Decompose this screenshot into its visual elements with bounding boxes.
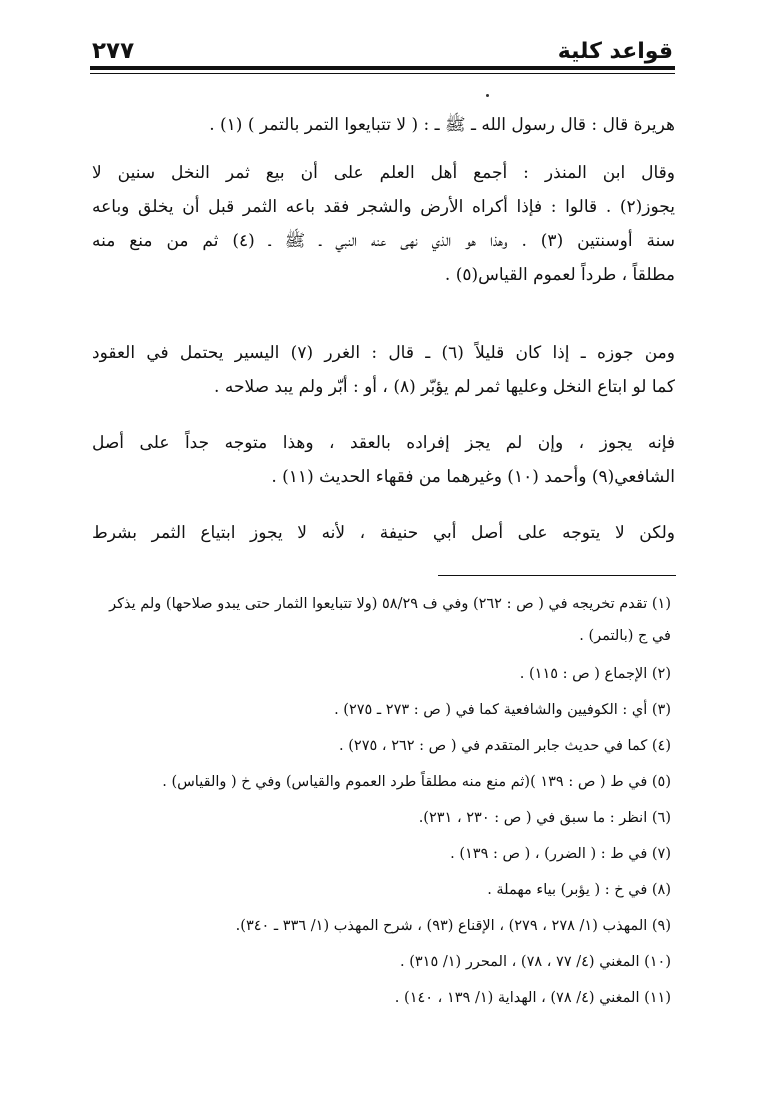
page-number: ٢٧٧	[92, 38, 135, 64]
footnote-10: (١٠) المغني (٤/ ٧٧ ، ٧٨) ، المحرر (١/ ٣١٥) .	[399, 954, 671, 970]
text-line: سنة أوسنتين (٣) . وهذا هو الذي نهى عنه النبي ـ ﷺ ـ (٤) ثم من منع منه	[92, 231, 676, 251]
text-line: كما لو ابتاع النخل وعليها ثمر لم يؤبّر (٨) ، أو : أبّر ولم يبد صلاحه .	[214, 377, 675, 397]
paragraph-4	[92, 426, 675, 516]
text-line: فإنه يجوز ، وإن لم يجز إفراده بالعقد ، وهذا متوجه جداً على أصل	[92, 433, 675, 453]
footnote-3: (٣) أي : الكوفيين والشافعية كما في ( ص : ٢٧٣ ـ ٢٧٥) .	[334, 702, 671, 718]
footnote-1: (١) تقدم تخريجه في ( ص : ٢٦٢) وفي ف ٥٨/٢٩ (ولا تتبايعوا الثمار حتى يبدو صلاحها) ولم يذكر في ج (بالتمر) .	[109, 596, 671, 644]
paragraph-3	[92, 336, 675, 426]
footnote-4: (٤) كما في حديث جابر المتقدم في ( ص : ٢٦٢ ، ٢٧٥) .	[339, 738, 671, 754]
text-line: هريرة قال : قال رسول الله ـ ﷺ ـ : ( لا تتبايعوا التمر بالتمر ) (١) .	[209, 115, 675, 135]
main-text	[92, 108, 675, 556]
footnote-11: (١١) المغني (٤/ ٧٨) ، الهداية (١/ ١٣٩ ، ١٤٠) .	[394, 990, 671, 1006]
footnote-8: (٨) في خ : ( يؤبر) بياء مهملة .	[487, 882, 671, 898]
footnote-9: (٩) المهذب (١/ ٢٧٨ ، ٢٧٩) ، الإقناع (٩٣) ، شرح المهذب (١/ ٣٣٦ ـ ٣٤٠).	[235, 918, 671, 934]
header-rule-thin	[90, 73, 675, 74]
footnote-separator	[438, 575, 676, 576]
paragraph-5	[92, 516, 675, 556]
footnote-6: (٦) انظر : ما سبق في ( ص : ٢٣٠ ، ٢٣١).	[418, 810, 671, 826]
text-line: ومن جوزه ـ إذا كان قليلاً (٦) ـ قال : الغرر (٧) اليسير يحتمل في العقود	[92, 343, 675, 363]
footnote-5: (٥) في ط ( ص : ١٣٩ )(ثم منع منه مطلقاً طرد العموم والقياس) وفي خ ( والقياس) .	[162, 774, 671, 790]
footnote-7: (٧) في ط : ( الضرر) ، ( ص : ١٣٩) .	[450, 846, 671, 862]
footnotes	[86, 588, 671, 1016]
running-title: قواعد كلية	[557, 39, 673, 64]
header-rule-thick	[90, 66, 675, 70]
text-line: ولكن لا يتوجه على أصل أبي حنيفة ، لأنه لا يجوز ابتياع الثمر بشرط	[92, 523, 675, 543]
paragraph-2	[92, 156, 675, 336]
page-header	[92, 34, 673, 64]
page-dot	[486, 94, 489, 97]
text-line: الشافعي(٩) وأحمد (١٠) وغيرهما من فقهاء الحديث (١١) .	[271, 467, 675, 487]
footnote-2: (٢) الإجماع ( ص : ١١٥) .	[519, 666, 671, 682]
text-line: يجوز(٢) . قالوا : فإذا أكراه الأرض والشجر فقد باعه الثمر قبل أن يخلق وباعه	[92, 197, 675, 217]
text-line: مطلقاً ، طرداً لعموم القياس(٥) .	[444, 265, 675, 285]
text-line: وقال ابن المنذر : أجمع أهل العلم على أن بيع ثمر النخل سنين لا	[92, 163, 675, 183]
paragraph-1	[92, 108, 675, 156]
